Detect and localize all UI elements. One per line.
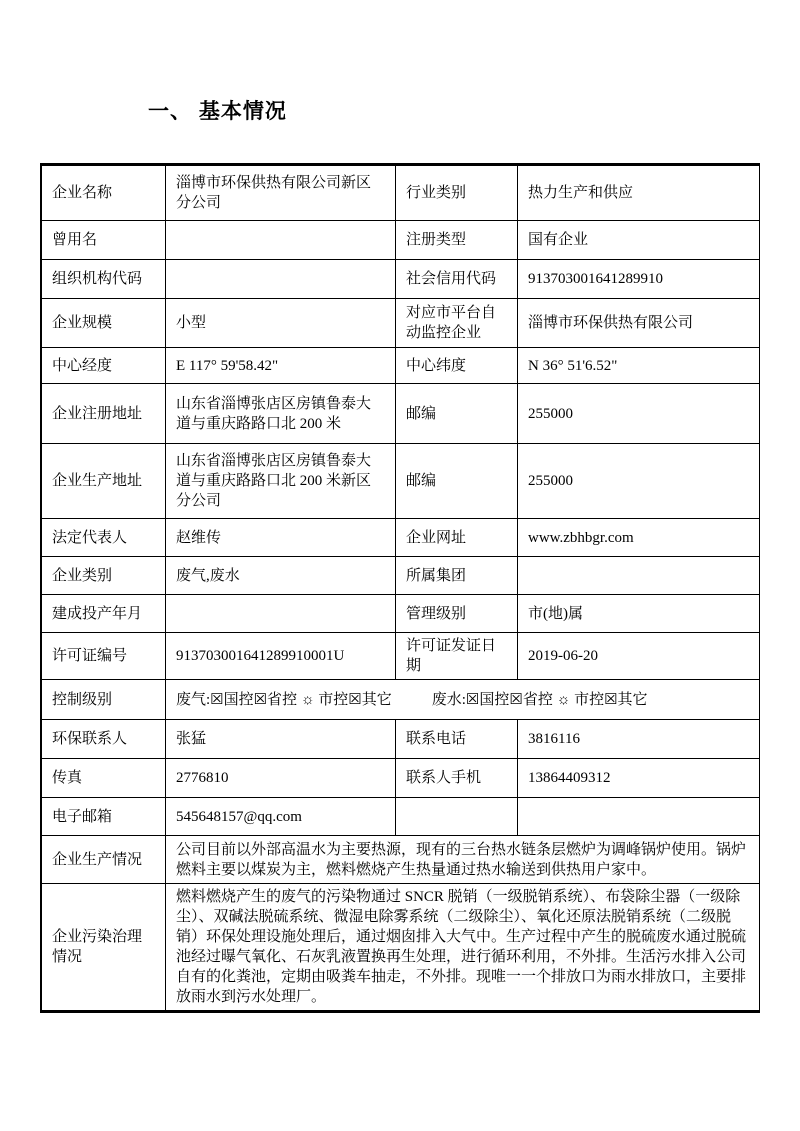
production-overview-label: 企业生产情况 (42, 836, 166, 884)
table-row (42, 557, 760, 595)
contact-phone-label: 联系电话 (396, 720, 518, 759)
fax-label: 传真 (42, 759, 166, 798)
production-address-value: 山东省淄博张店区房镇鲁泰大道与重庆路路口北 200 米新区分公司 (166, 444, 396, 519)
company-name-value: 淄博市环保供热有限公司新区分公司 (166, 166, 396, 221)
enterprise-category-value: 废气,废水 (166, 557, 396, 595)
management-level-label: 管理级别 (396, 595, 518, 633)
center-longitude-label: 中心经度 (42, 348, 166, 384)
registered-address-value: 山东省淄博张店区房镇鲁泰大道与重庆路路口北 200 米 (166, 384, 396, 444)
production-address-label: 企业生产地址 (42, 444, 166, 519)
table-row (42, 633, 760, 680)
commissioning-date-value (166, 595, 396, 633)
empty-cell (518, 798, 760, 836)
website-value: www.zbhbgr.com (518, 519, 760, 557)
legal-representative-label: 法定代表人 (42, 519, 166, 557)
production-overview-value: 公司目前以外部高温水为主要热源，现有的三台热水链条层燃炉为调峰锅炉使用。锅炉燃料主要以煤炭为主，燃料燃烧产生热量通过热水输送到供热用户家中。 (166, 836, 760, 884)
contact-person-value: 张猛 (166, 720, 396, 759)
mobile-label: 联系人手机 (396, 759, 518, 798)
group-label: 所属集团 (396, 557, 518, 595)
platform-enterprise-label: 对应市平台自动监控企业 (396, 299, 518, 348)
table-row (42, 884, 760, 1011)
former-name-value (166, 221, 396, 260)
table-row (42, 348, 760, 384)
table-row (42, 836, 760, 884)
former-name-label: 曾用名 (42, 221, 166, 260)
industry-category-value: 热力生产和供应 (518, 166, 760, 221)
org-code-label: 组织机构代码 (42, 260, 166, 299)
postcode-label-2: 邮编 (396, 444, 518, 519)
section-title: 一、 基本情况 (148, 100, 287, 123)
group-value (518, 557, 760, 595)
table-row (42, 519, 760, 557)
license-number-value: 913703001641289910001U (166, 633, 396, 680)
commissioning-date-label: 建成投产年月 (42, 595, 166, 633)
contact-phone-value: 3816116 (518, 720, 760, 759)
email-label: 电子邮箱 (42, 798, 166, 836)
basic-info-table (40, 163, 760, 1013)
registered-address-label: 企业注册地址 (42, 384, 166, 444)
pollution-treatment-value: 燃料燃烧产生的废气的污染物通过 SNCR 脱销（一级脱销系统）、布袋除尘器（一级除尘）、双碱法脱硫系统、微湿电除雾系统（二级除尘）、氧化还原法脱销系统（二级脱销）环保处理设施处理后，通过烟囱排入大气中。生产过程中产生的脱硫废水通过脱硫池经过曝气氧化、石灰乳液置换再生处理，进行循环利用，不外排。生活污水排入公司自有的化粪池，定期由吸粪车抽走，不外排。现唯一一个排放口为雨水排放口，主要排放雨水到污水处理厂。 (166, 884, 760, 1011)
enterprise-scale-value: 小型 (166, 299, 396, 348)
table-row (42, 798, 760, 836)
mobile-value: 13864409312 (518, 759, 760, 798)
postcode-value-1: 255000 (518, 384, 760, 444)
enterprise-category-label: 企业类别 (42, 557, 166, 595)
table-row (42, 260, 760, 299)
management-level-value: 市(地)属 (518, 595, 760, 633)
license-number-label: 许可证编号 (42, 633, 166, 680)
control-level-label: 控制级别 (42, 680, 166, 720)
license-issue-date-label: 许可证发证日期 (396, 633, 518, 680)
contact-person-label: 环保联系人 (42, 720, 166, 759)
org-code-value (166, 260, 396, 299)
table-row (42, 166, 760, 221)
company-name-label: 企业名称 (42, 166, 166, 221)
postcode-value-2: 255000 (518, 444, 760, 519)
registration-type-value: 国有企业 (518, 221, 760, 260)
table-row (42, 720, 760, 759)
credit-code-value: 913703001641289910 (518, 260, 760, 299)
table-row (42, 299, 760, 348)
empty-cell (396, 798, 518, 836)
legal-representative-value: 赵维传 (166, 519, 396, 557)
control-level-waste-gas: 废气:☒国控☒省控 ☼ 市控☒其它 (176, 691, 392, 708)
postcode-label-1: 邮编 (396, 384, 518, 444)
table-row (42, 384, 760, 444)
industry-category-label: 行业类别 (396, 166, 518, 221)
center-latitude-label: 中心纬度 (396, 348, 518, 384)
table-row (42, 221, 760, 260)
table-row (42, 444, 760, 519)
registration-type-label: 注册类型 (396, 221, 518, 260)
table-row (42, 680, 760, 720)
pollution-treatment-label: 企业污染治理情况 (42, 884, 166, 1011)
enterprise-scale-label: 企业规模 (42, 299, 166, 348)
table-row (42, 595, 760, 633)
control-level-value (166, 680, 760, 720)
control-level-waste-water: 废水:☒国控☒省控 ☼ 市控☒其它 (431, 691, 648, 708)
license-issue-date-value: 2019-06-20 (518, 633, 760, 680)
email-value: 545648157@qq.com (166, 798, 396, 836)
center-latitude-value: N 36° 51'6.52" (518, 348, 760, 384)
platform-enterprise-value: 淄博市环保供热有限公司 (518, 299, 760, 348)
table-row (42, 759, 760, 798)
website-label: 企业网址 (396, 519, 518, 557)
center-longitude-value: E 117° 59'58.42" (166, 348, 396, 384)
credit-code-label: 社会信用代码 (396, 260, 518, 299)
fax-value: 2776810 (166, 759, 396, 798)
